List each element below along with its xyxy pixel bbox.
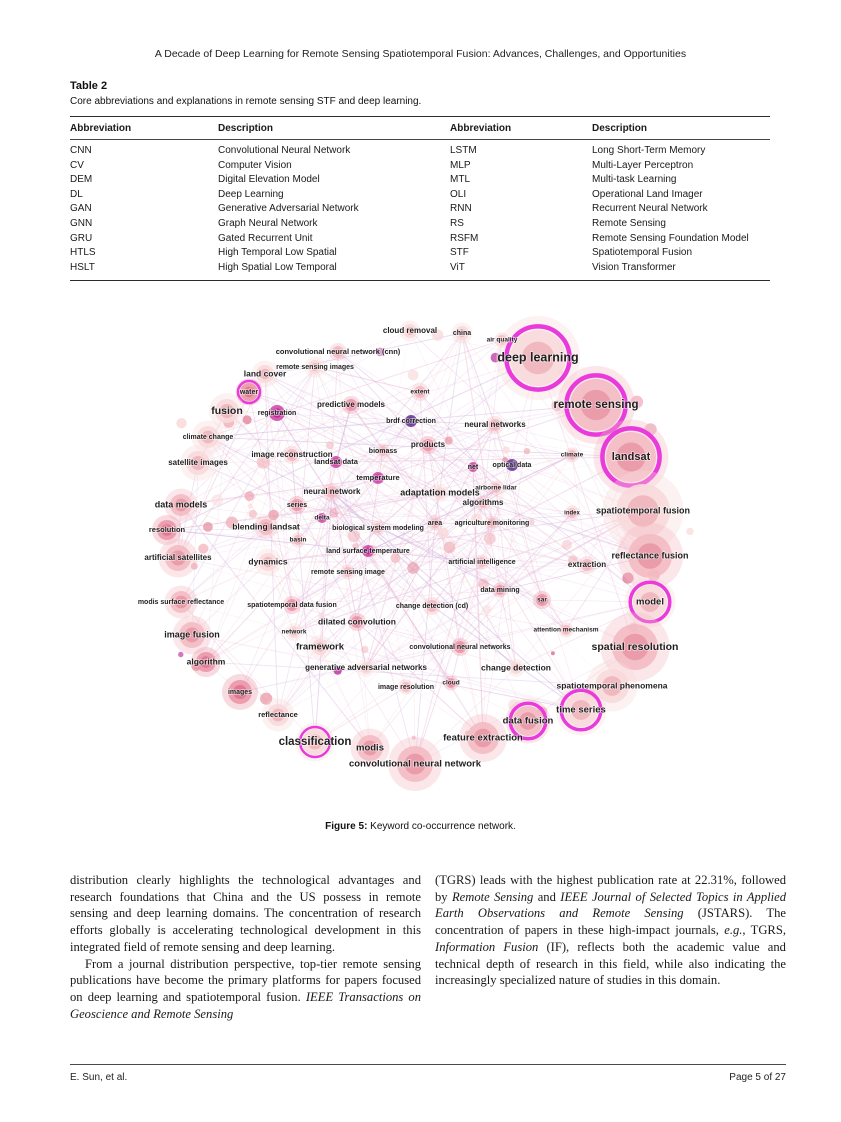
network-node-label: feature extraction: [443, 732, 523, 744]
network-node-label: framework: [295, 641, 345, 653]
column-header: Description: [592, 117, 770, 140]
figure-5-network: [110, 315, 730, 795]
network-node-label: land surface temperature: [326, 547, 410, 555]
table-header-row: [70, 117, 770, 140]
right-column: [435, 872, 786, 1022]
table-cell: RNN: [450, 203, 472, 215]
network-node-label: water: [239, 388, 259, 396]
table-cell: DEM: [70, 174, 93, 186]
table-cell: CV: [70, 159, 84, 171]
network-node-label: china: [452, 329, 472, 337]
network-node-label: images: [227, 688, 253, 696]
network-node-label: air quality: [486, 336, 518, 344]
network-node-label: convolutional neural networks: [409, 643, 511, 651]
figure-caption-label: Figure 5:: [325, 821, 368, 832]
column-header: Abbreviation: [450, 117, 592, 140]
table-cell: Computer Vision: [218, 159, 292, 171]
network-node-label: net: [467, 463, 479, 471]
network-node-label: remote sensing image: [311, 568, 385, 576]
network-node-label: data models: [154, 499, 208, 510]
network-node-label: data mining: [480, 586, 520, 594]
network-node-label: remote sensing: [553, 399, 639, 412]
network-node-label: dynamics: [248, 556, 288, 567]
paragraph: From a journal distribution perspective, top-tier remote sensing publications have become the primary platforms for papers focused on deep learning and spatiotemporal fusion. IEEE Transactions on Geoscience and Remote Sensing: [70, 956, 421, 1021]
network-node-label: extraction: [567, 560, 607, 570]
network-node-label: registration: [257, 409, 297, 417]
table-row: [70, 173, 770, 188]
table-cell: RSFM: [450, 232, 479, 244]
table-cell: CNN: [70, 145, 92, 156]
keyword-cooccurrence-network: [110, 315, 730, 795]
network-node-label: fusion: [211, 404, 243, 417]
table-row: [70, 159, 770, 174]
network-node-label: convolutional neural network: [349, 758, 481, 770]
table-cell: High Spatial Low Temporal: [218, 261, 337, 273]
network-node-label: neural network: [303, 487, 361, 497]
table-cell: RS: [450, 217, 464, 229]
network-node-label: artificial intelligence: [448, 558, 516, 566]
column-header: Abbreviation: [70, 117, 218, 140]
table-cell: Vision Transformer: [592, 261, 676, 273]
network-node-label: cloud: [442, 679, 460, 687]
network-node-label: extent: [410, 388, 430, 396]
table-row: [70, 140, 770, 159]
table-row: [70, 246, 770, 261]
table-cell: Operational Land Imager: [592, 188, 703, 200]
network-node-label: modis surface reflectance: [137, 598, 225, 606]
table-cell: Generative Adversarial Network: [218, 203, 359, 215]
network-node-label: time series: [556, 704, 606, 716]
network-node-label: image reconstruction: [251, 450, 333, 460]
network-node-label: spatiotemporal fusion: [595, 505, 691, 516]
network-node-label: data fusion: [502, 715, 554, 727]
network-node-label: spatiotemporal data fusion: [247, 601, 337, 609]
table-cell: HSLT: [70, 261, 95, 273]
network-node-label: resolution: [148, 524, 186, 534]
table-cell: MTL: [450, 174, 470, 186]
running-header-title: A Decade of Deep Learning for Remote Sensing Spatiotemporal Fusion: Advances, Challenges, and Opportunities: [154, 48, 687, 60]
network-node-label: generative adversarial networks: [305, 663, 427, 673]
network-node-label: dilated convolution: [318, 616, 396, 627]
column-header: Description: [218, 117, 450, 140]
network-node-label: landsat: [611, 450, 651, 463]
table-row: [70, 202, 770, 217]
network-node-label: change detection: [481, 662, 551, 673]
table-cell: Multi-task Learning: [592, 174, 677, 186]
table-cell: Spatiotemporal Fusion: [592, 247, 693, 259]
table-row: [70, 188, 770, 203]
table-cell: GNN: [70, 217, 93, 229]
network-node-label: products: [410, 440, 446, 450]
network-node-label: sar: [537, 596, 547, 604]
network-node-label: series: [286, 501, 308, 509]
footer-page-number: Page 5 of 27: [729, 1072, 786, 1083]
network-node-label: climate change: [182, 433, 234, 441]
network-node-label: delta: [314, 514, 330, 522]
network-node-label: area: [427, 519, 443, 527]
network-node-label: attention mechanism: [533, 626, 599, 634]
network-node-label: modis: [356, 742, 384, 754]
table-cell: Remote Sensing Foundation Model: [592, 232, 749, 244]
network-node-label: convolutional neural network (cnn): [275, 346, 401, 356]
network-node-label: satellite images: [168, 458, 228, 468]
network-node-label: spatial resolution: [591, 640, 679, 653]
left-column: [70, 872, 421, 1022]
network-node-label: change detection (cd): [395, 602, 469, 610]
table-caption: Core abbreviations and explanations in remote sensing STF and deep learning.: [70, 96, 422, 107]
table-cell: Deep Learning: [218, 188, 284, 200]
network-node-label: biomass: [368, 447, 398, 455]
network-node-label: landsat data: [314, 456, 358, 466]
network-node-label: cloud removal: [382, 326, 438, 336]
table-cell: Gated Recurrent Unit: [218, 232, 313, 244]
network-node-label: classification: [278, 736, 352, 749]
network-node-label: index: [564, 510, 580, 517]
network-node-label: reflectance fusion: [611, 550, 689, 561]
table-cell: Graph Neural Network: [218, 217, 318, 229]
network-node-label: basin: [289, 536, 307, 544]
network-node-label: biological system modeling: [332, 524, 424, 532]
network-node-label: airborne lidar: [475, 484, 517, 492]
paragraph: distribution clearly highlights the technological advantages and research foundations that China and the US possess in remote sensing and deep learning domains. The concentration of research efforts globally is accelerating technological development in this integrated field of remote sensing and deep learning.: [70, 873, 421, 954]
network-node-label: image fusion: [164, 629, 220, 640]
table-cell: Recurrent Neural Network: [592, 203, 708, 215]
network-node-label: land cover: [243, 368, 287, 379]
network-node-label: algorithm: [186, 656, 226, 667]
footer-authors: E. Sun, et al.: [70, 1072, 128, 1083]
network-node-label: predictive models: [316, 400, 386, 410]
figure-caption: [0, 821, 841, 832]
network-node-label: blending landsat: [232, 521, 300, 532]
table-label: Table 2: [70, 80, 108, 92]
network-node-label: reflectance: [258, 709, 298, 719]
network-node-label: adaptation models: [400, 487, 480, 498]
table-cell: High Temporal Low Spatial: [218, 247, 337, 259]
network-node-label: artificial satellites: [144, 553, 212, 563]
table-row: [70, 217, 770, 232]
network-node-label: climate: [560, 451, 584, 459]
network-node-label: spatiotemporal phenomena: [556, 680, 668, 691]
table-cell: Multi-Layer Perceptron: [592, 159, 694, 171]
table-cell: Remote Sensing: [592, 217, 666, 229]
page-footer: [70, 1064, 786, 1083]
network-node-label: model: [636, 596, 664, 608]
figure-caption-text: Keyword co-occurrence network.: [367, 821, 516, 832]
network-node-label: brdf correction: [386, 417, 436, 425]
table-cell: Long Short-Term Memory: [592, 145, 706, 156]
table-cell: DL: [70, 188, 83, 200]
network-node-label: deep learning: [497, 350, 579, 365]
table-cell: GRU: [70, 232, 93, 244]
table-cell: STF: [450, 247, 469, 259]
table-row: [70, 261, 770, 281]
network-node-label: optical data: [492, 461, 532, 469]
network-node-label: neural networks: [464, 420, 526, 430]
network-node-label: network: [281, 628, 307, 636]
table-cell: Digital Elevation Model: [218, 174, 320, 186]
body-text: [70, 872, 786, 1022]
abbreviations-table: [70, 116, 770, 281]
table-row: [70, 232, 770, 247]
table-2-block: [70, 80, 770, 281]
table-cell: OLI: [450, 188, 467, 200]
network-node-label: image resolution: [377, 683, 435, 691]
table-cell: Convolutional Neural Network: [218, 145, 351, 156]
network-node-label: agriculture monitoring: [454, 519, 530, 527]
table-cell: LSTM: [450, 145, 477, 156]
network-node-label: temperature: [356, 472, 400, 482]
table-cell: HTLS: [70, 247, 96, 259]
table-cell: MLP: [450, 159, 471, 171]
table-cell: ViT: [450, 261, 465, 273]
table-cell: GAN: [70, 203, 92, 215]
network-node-label: algorithms: [462, 498, 504, 508]
network-node-label: remote sensing images: [276, 363, 354, 371]
paragraph: (TGRS) leads with the highest publication rate at 22.31%, followed by Remote Sensing and IEEE Journal of Selected Topics in Applied Earth Observations and Remote Sensing (JSTARS). The concentration of papers in these high-impact journals, e.g., TGRS, Information Fusion (IF), reflects both the academic value and technical depth of research in this field, while also indicating the increasingly specialized nature of studies in this domain.: [435, 873, 786, 988]
